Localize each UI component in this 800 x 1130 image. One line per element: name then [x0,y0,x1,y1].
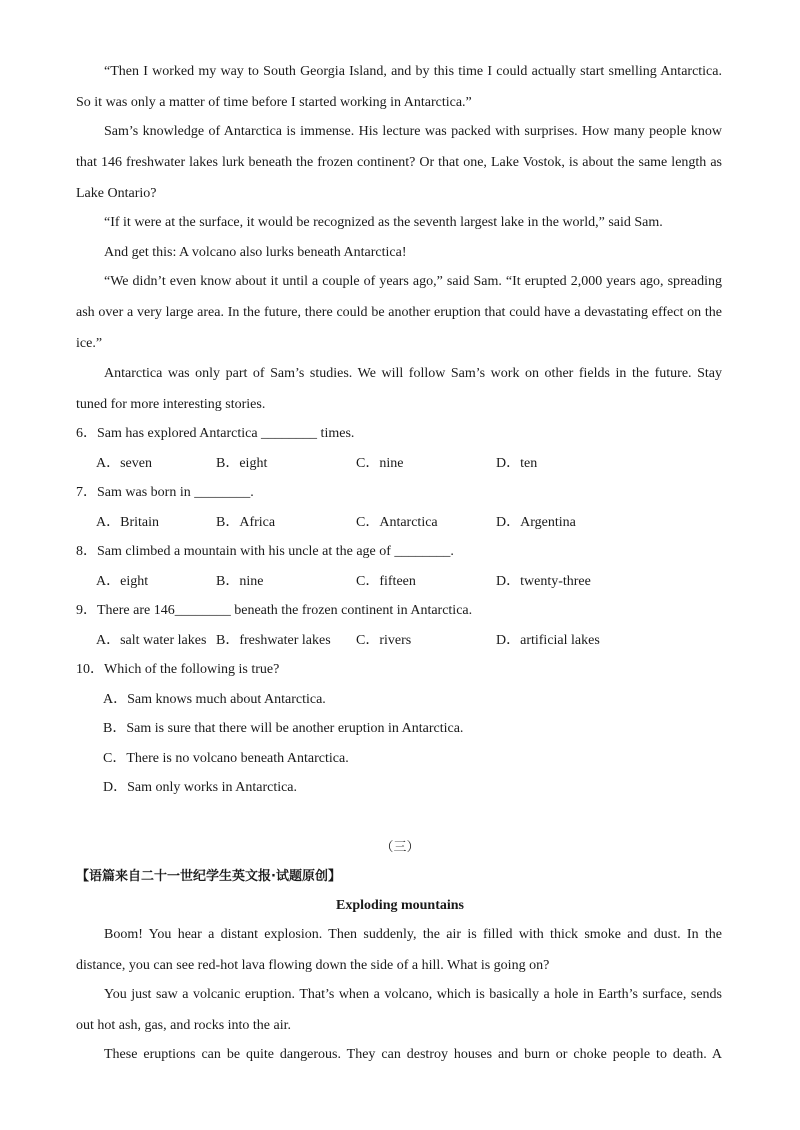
paragraph-line: distance, you can see red-hot lava flowing down the side of a hill. What is going on? [76,958,550,973]
paragraph-line: tuned for more interesting stories. [76,397,266,412]
option-a: A．salt water lakes [96,633,207,648]
option-c: C．nine [356,456,404,471]
paragraph-line: You just saw a volcanic eruption. That’s when a volcano, which is basically a hole in Earth’s surface, sends [104,987,722,1002]
option-a: A．eight [96,574,149,589]
option-c: C．Antarctica [356,515,438,530]
option-d: D．twenty-three [496,574,591,589]
question-stem: 7．Sam was born in ________. [76,485,254,500]
section-number: （三） [380,839,420,854]
source-note: 【语篇来自二十一世纪学生英文报·试题原创】 [76,869,341,884]
option-b: B．freshwater lakes [216,633,331,648]
paragraph-line: out hot ash, gas, and rocks into the air. [76,1018,292,1033]
option-d: D．Sam only works in Antarctica. [103,780,298,795]
paragraph-line: “Then I worked my way to South Georgia Island, and by this time I could actually start smelling Antarctica. [104,64,722,79]
article-title: Exploding mountains [336,898,464,913]
paragraph-line: Sam’s knowledge of Antarctica is immense. His lecture was packed with surprises. How many people know [104,124,722,139]
question-stem: 8．Sam climbed a mountain with his uncle at the age of ________. [76,544,454,559]
paragraph-line: ice.” [76,336,103,351]
option-d: D．artificial lakes [496,633,600,648]
paragraph-line: “If it were at the surface, it would be recognized as the seventh largest lake in the world,” said Sam. [104,215,663,230]
paragraph-line: Lake Ontario? [76,186,157,201]
option-d: D．Argentina [496,515,576,530]
option-a: A．seven [96,456,152,471]
paragraph-line: that 146 freshwater lakes lurk beneath the frozen continent? Or that one, Lake Vostok, is about the same length as [76,155,722,170]
option-b: B．Sam is sure that there will be another eruption in Antarctica. [103,721,464,736]
paragraph-line: Antarctica was only part of Sam’s studies. We will follow Sam’s work on other fields in the future. Stay [104,366,722,381]
option-a: A．Britain [96,515,159,530]
paragraph-line: “We didn’t even know about it until a couple of years ago,” said Sam. “It erupted 2,000 years ago, spreading [104,274,722,289]
paragraph-line: These eruptions can be quite dangerous. They can destroy houses and burn or choke people to death. A [104,1047,722,1062]
option-c: C．There is no volcano beneath Antarctica. [103,751,349,766]
question-stem: 9．There are 146________ beneath the frozen continent in Antarctica. [76,603,473,618]
question-stem: 6．Sam has explored Antarctica ________ times. [76,426,355,441]
option-a: A．Sam knows much about Antarctica. [103,692,326,707]
option-b: B．eight [216,456,268,471]
paragraph-line: Boom! You hear a distant explosion. Then suddenly, the air is filled with thick smoke and dust. In the [104,927,722,942]
question-stem: 10．Which of the following is true? [76,662,280,677]
option-b: B．Africa [216,515,276,530]
paragraph-line: ash over a very large area. In the future, there could be another eruption that could have a devastating effect on the [76,305,722,320]
option-d: D．ten [496,456,538,471]
paragraph-line: And get this: A volcano also lurks beneath Antarctica! [104,245,407,260]
option-c: C．fifteen [356,574,416,589]
option-b: B．nine [216,574,264,589]
paragraph-line: So it was only a matter of time before I started working in Antarctica.” [76,95,472,110]
option-c: C．rivers [356,633,412,648]
